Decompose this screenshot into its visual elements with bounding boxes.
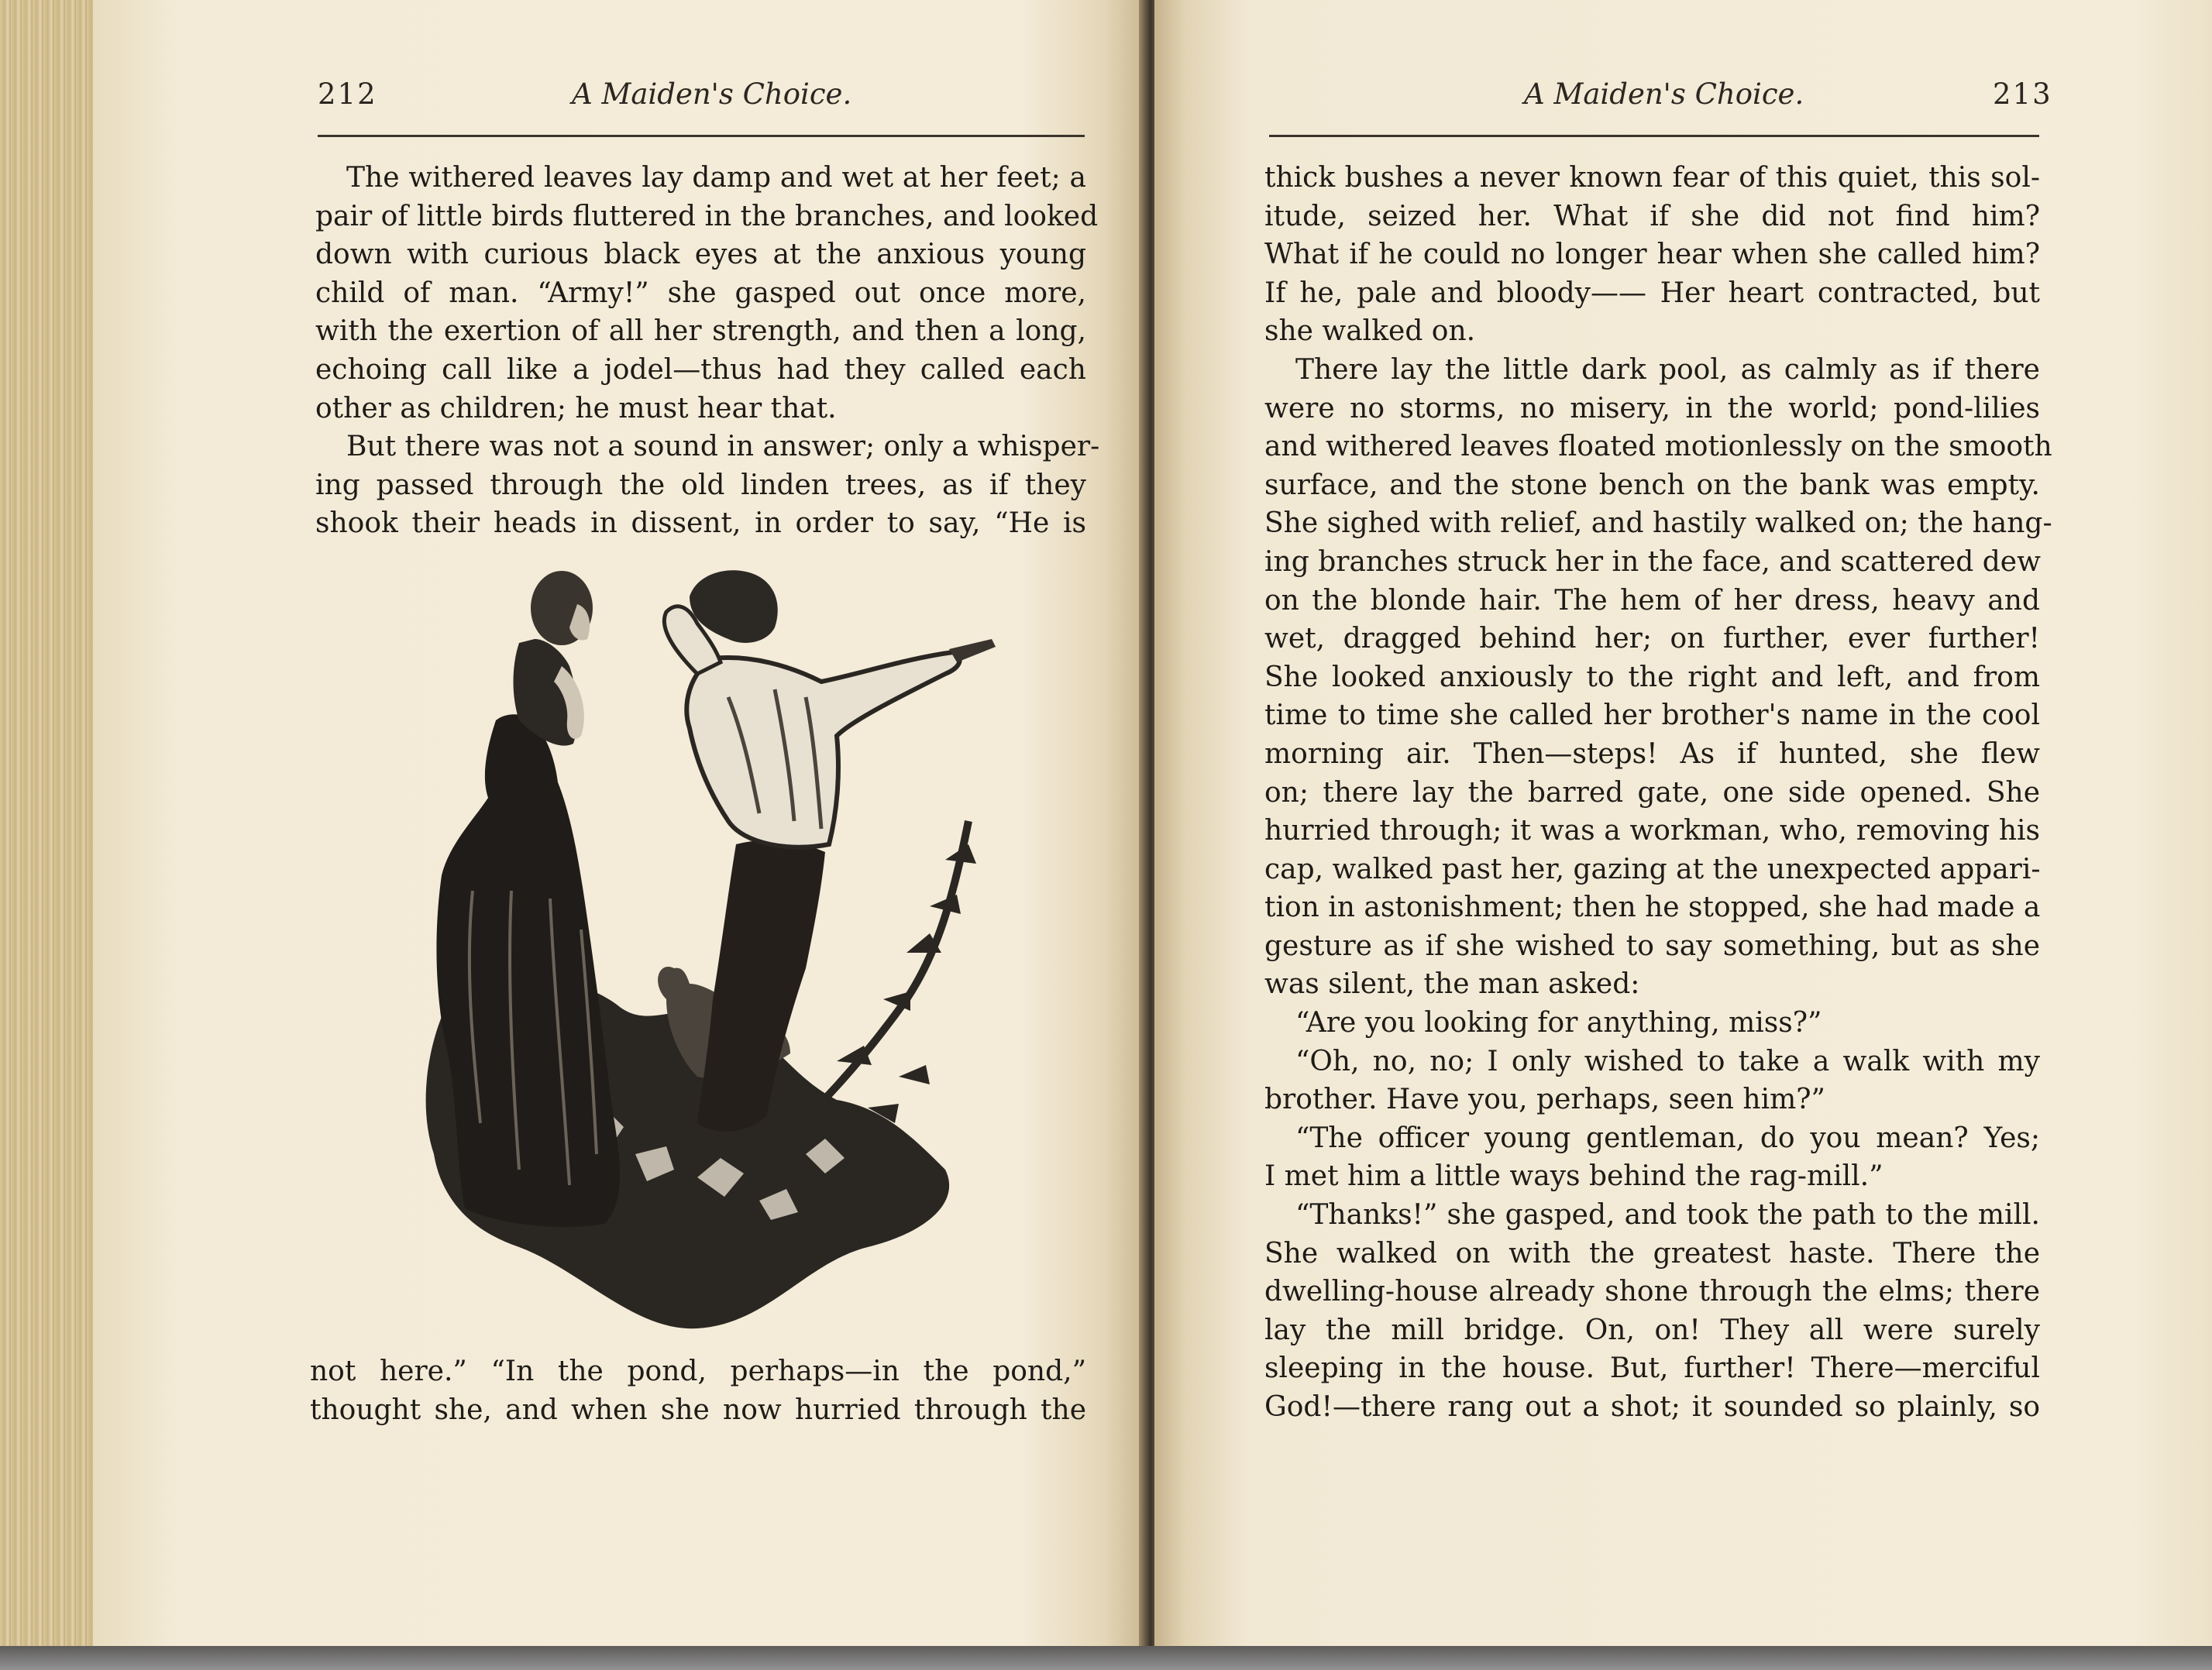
text-line: she walked on. (1264, 315, 1476, 348)
text-line: child of man. “Army!” she gasped out once more, (315, 277, 1086, 309)
text-line: She looked anxiously to the right and left, and from (1264, 661, 2040, 693)
left-page (93, 0, 1147, 1646)
text-line: If he, pale and bloody—— Her heart contracted, but (1264, 277, 2040, 309)
page-edges (0, 0, 101, 1650)
text-line: was silent, the man asked: (1264, 968, 1640, 1001)
text-line: She walked on with the greatest haste. There the (1264, 1237, 2040, 1270)
text-line: lay the mill bridge. On, on! They all were surely (1264, 1314, 2040, 1346)
text-line: But there was not a sound in answer; only a whisper- (346, 431, 1100, 463)
text-line: pair of little birds fluttered in the branches, and looked (315, 200, 1099, 232)
text-line: not here.” “In the pond, perhaps—in the pond,” (310, 1356, 1086, 1387)
text-line: echoing call like a jodel—thus had they called each (315, 353, 1086, 386)
text-line: “Thanks!” she gasped, and took the path to the mill. (1295, 1199, 2040, 1232)
right-page (1154, 0, 2212, 1646)
left-text-top (315, 159, 1100, 543)
right-text (1264, 159, 2052, 1427)
text-line: on; there lay the barred gate, one side opened. She (1264, 776, 2040, 809)
text-line: were no storms, no misery, in the world; pond-lilies (1264, 392, 2040, 424)
right-header-rule (1269, 135, 2039, 137)
text-line: sleeping in the house. But, further! There—merciful (1264, 1352, 2040, 1385)
text-line: surface, and the stone bench on the bank was empty. (1264, 469, 2040, 501)
text-line: and withered leaves floated motionlessly on the smooth (1264, 431, 2052, 463)
left-text-bottom (310, 1352, 1086, 1429)
text-line: itude, seized her. What if she did not find him? (1264, 200, 2040, 232)
text-line: “Are you looking for anything, miss?” (1295, 1007, 1822, 1039)
man-pointing-hand (949, 639, 996, 662)
text-line: thick bushes a never known fear of this quiet, this sol- (1264, 162, 2040, 194)
text-line: brother. Have you, perhaps, seen him?” (1264, 1084, 1825, 1116)
text-line: shook their heads in dissent, in order to say, “He is (315, 507, 1086, 540)
left-page-number: 212 (318, 77, 377, 111)
text-line: wet, dragged behind her; on further, ever further! (1264, 623, 2040, 655)
right-page-number: 213 (1993, 77, 2052, 111)
text-line: on the blonde hair. The hem of her dress, heavy and (1264, 584, 2040, 617)
scan-bottom-edge (0, 1646, 2212, 1670)
text-line: What if he could no longer hear when she called him? (1264, 239, 2040, 271)
text-line: cap, walked past her, gazing at the unexpected appari- (1264, 853, 2041, 885)
text-line: God!—there rang out a shot; it sounded so plainly, so (1264, 1391, 2040, 1423)
text-line: The withered leaves lay damp and wet at her feet; a (346, 162, 1086, 194)
man-shirt (686, 652, 959, 847)
text-line: I met him a little ways behind the rag-mill.” (1264, 1160, 1883, 1193)
left-running-title: A Maiden's Choice. (572, 77, 852, 111)
woman-dress (436, 714, 620, 1227)
text-line: “Oh, no, no; I only wished to take a walk with my (1295, 1045, 2040, 1077)
text-line: There lay the little dark pool, as calmly as if there (1295, 353, 2040, 386)
text-line: other as children; he must hear that. (315, 392, 837, 424)
text-line: hurried through; it was a workman, who, removing his (1264, 815, 2040, 847)
text-line: thought she, and when she now hurried through the (310, 1393, 1086, 1426)
text-line: time to time she called her brother's name in the cool (1264, 699, 2040, 732)
text-line: gesture as if she wished to say something, but as she (1264, 929, 2040, 962)
text-line: with the exertion of all her strength, and then a long, (315, 315, 1086, 348)
text-line: morning air. Then—steps! As if hunted, she flew (1264, 737, 2040, 770)
left-header-rule (318, 135, 1085, 137)
text-line: down with curious black eyes at the anxious young (315, 239, 1086, 271)
text-line: ing passed through the old linden trees, as if they (315, 469, 1086, 501)
text-line: ing branches struck her in the face, and scattered dew (1264, 545, 2041, 578)
right-running-title: A Maiden's Choice. (1524, 77, 1804, 111)
text-line: She sighed with relief, and hastily walked on; the hang- (1264, 507, 2052, 540)
text-line: tion in astonishment; then he stopped, she had made a (1264, 892, 2041, 924)
garden-illustration (403, 565, 1147, 1340)
text-line: “The officer young gentleman, do you mean? Yes; (1295, 1122, 2040, 1154)
text-line: dwelling-house already shone through the elms; there (1264, 1276, 2040, 1308)
